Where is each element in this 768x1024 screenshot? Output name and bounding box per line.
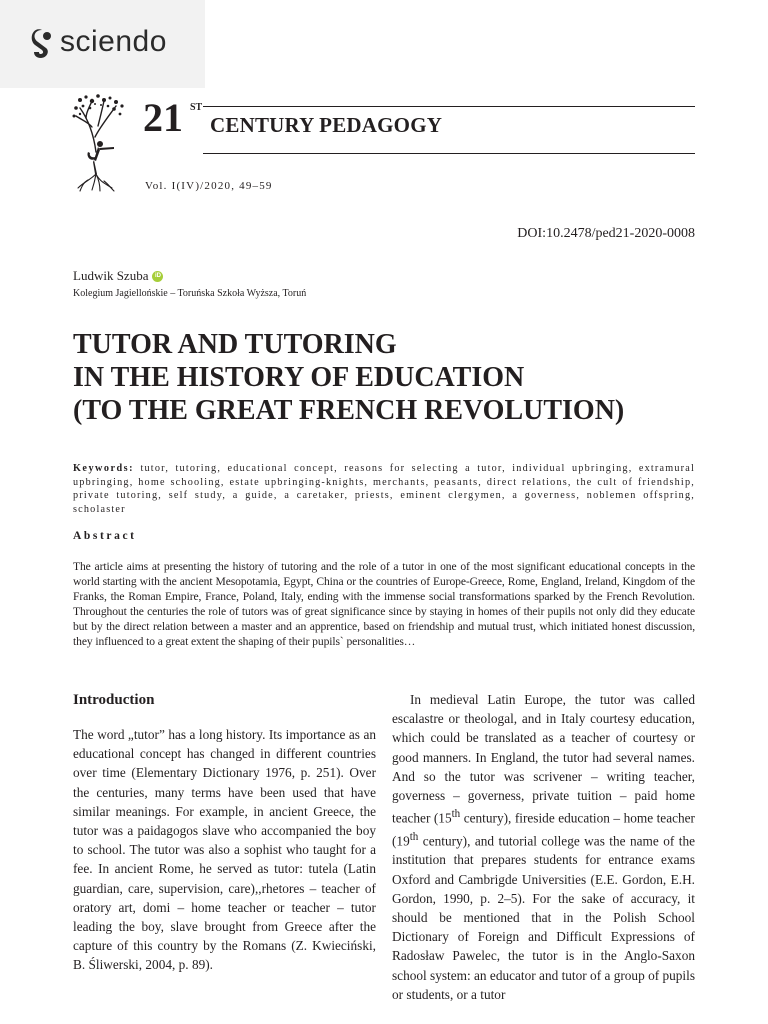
abstract-text: The article aims at presenting the history of tutoring and the role of a tutor in one of the most significant educational concepts in the world starting with the ancient Mesopotamia, Egypt, China or the countries of Europe-Greece, Rome, England, Ireland, Kingdom of the Franks, the Roman Empire, France, Poland, Italy, ending with the immense social transformations sparked by the French Revolution. Throughout the centuries the role of tutors was of great significance since by staying in homes of their pupils not only did they educate but by the direct relation between a master and an apprentice, based on friendship and mutual trust, which initiated honest discussion, they influenced to a great extent the shaping of their pupils` personalities…: [73, 560, 695, 648]
introduction-heading: Introduction: [73, 692, 155, 708]
orcid-icon[interactable]: iD: [152, 271, 163, 282]
century-superscript-1: th: [451, 808, 461, 821]
author-affiliation: Kolegium Jagiellońskie – Toruńska Szkoła Wyższa, Toruń: [73, 288, 307, 299]
journal-number-superscript: ST: [190, 102, 203, 113]
keywords-text: tutor, tutoring, educational concept, reasons for selecting a tutor, individual upbringing, extramural upbringing, home schooling, estate upbringing-knights, merchants, peasants, direct relations, the cult of friendship, private tutoring, self study, a guide, a caretaker, priests, eminent clergymen, a governess, noblemen offspring, scholaster: [73, 463, 695, 515]
tree-dancer-logo-icon: [70, 92, 130, 192]
publisher-name: sciendo: [60, 25, 167, 58]
introduction-paragraph-2: [392, 690, 695, 1004]
article-title: [73, 328, 713, 427]
doi: DOI:10.2478/ped21-2020-0008: [517, 226, 695, 241]
author: [73, 268, 163, 284]
right-column: [392, 690, 695, 1004]
journal-number: 21: [143, 95, 183, 140]
journal-volume: Vol. I(IV)/2020, 49–59: [145, 180, 273, 192]
title-line-3: (TO THE GREAT FRENCH REVOLUTION): [73, 395, 625, 426]
century-superscript-2: th: [409, 830, 419, 843]
introduction-paragraph-1: The word „tutor” has a long history. Its importance as an educational concept has changed in different countries over time (Elementary Dictionary 1976, p. 251). Over the centuries, many terms have been used that have similar meanings. For example, in ancient Greece, the tutor was a paidagogos slave who accompanied the boy to school. The tutor was also a sophist who taught for a fee. In ancient Rome, he served as tutor: tutela (Latin guardian, care, supervision, care),,rhetores – teacher of oratory art, domi – home teacher or teacher – tutor leading the boy, slave brought from Greece after the capture of this country by the Romans (Z. Kwieciński, B. Śliwerski, 2004, p. 89).: [73, 727, 376, 973]
sciendo-logo-icon: [30, 28, 54, 62]
keywords-label: Keywords:: [73, 463, 135, 474]
journal-rule-top: [203, 106, 695, 107]
paragraph-2-part-2: century), fireside education – home teacher (19: [392, 810, 695, 849]
left-column: [73, 690, 376, 975]
journal-rule-bottom: [203, 153, 695, 154]
author-name: Ludwik Szuba: [73, 268, 149, 283]
paragraph-2-part-1: In medieval Latin Europe, the tutor was called escalastre or theologal, and in Italy courtesy education, which could be translated as a teacher of courtesy or good manners. In England, the tutor had several names. And so the tutor was scrivener – writing teacher, governess – governess, private tuition – paid home teacher (15: [392, 692, 695, 826]
keywords: [73, 462, 695, 516]
title-line-1: TUTOR AND TUTORING: [73, 329, 397, 360]
journal-title: CENTURY PEDAGOGY: [210, 113, 443, 137]
title-line-2: IN THE HISTORY OF EDUCATION: [73, 362, 525, 393]
paragraph-2-part-3: century), and tutorial college was the name of the institution that prepares students for entrance exams Oxford and Cambrigde Universities (E.E. Gordon, E.H. Gordon, 1990, p. 2–5). For the sake of accuracy, it should be mentioned that in the Polish School Dictionary of Foreign and Difficult Expressions of Radosław Pawelec, the tutor is in the Anglo-Saxon school system: an educator and tutor of a group of pupils or students, or a tutor: [392, 833, 695, 1002]
publisher-brand: [0, 0, 205, 88]
abstract-heading: Abstract: [73, 530, 137, 542]
